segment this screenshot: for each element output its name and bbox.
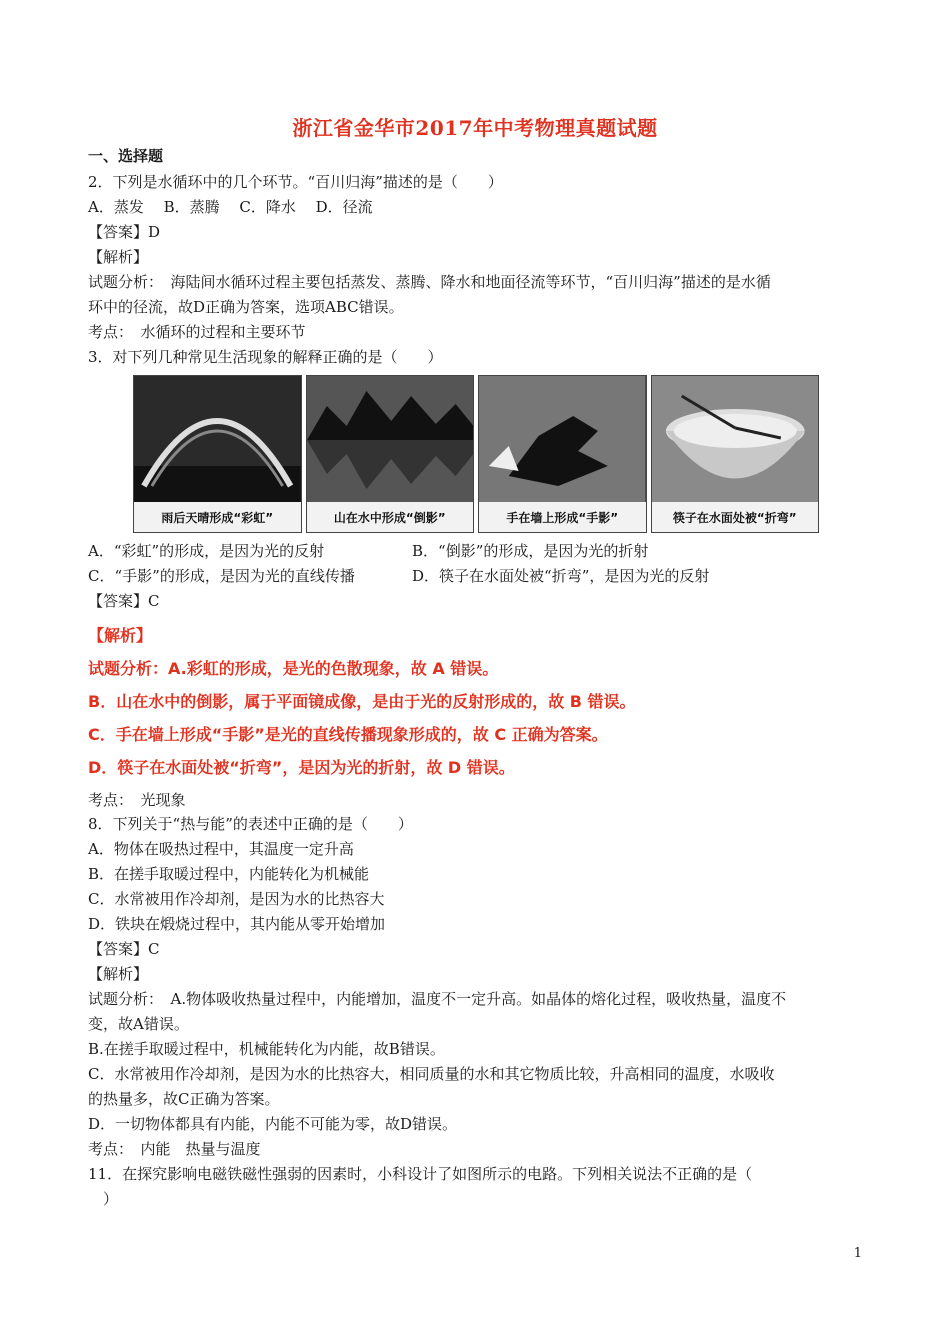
- section-heading: 一、选择题: [88, 147, 164, 165]
- q3-option-d: D．筷子在水面处被“折弯”，是因为光的反射: [412, 567, 710, 585]
- q3-analysis-2: B．山在水中的倒影，属于平面镜成像，是由于光的反射形成的，故 B 错误。: [88, 692, 636, 711]
- q2-analysis-2: 环中的径流，故D正确为答案，选项ABC错误。: [88, 298, 404, 316]
- chopstick-photo: [651, 375, 820, 533]
- q8-stem: 8．下列关于“热与能”的表述中正确的是（ ）: [88, 815, 413, 833]
- q8-analysis-5: 的热量多，故C正确为答案。: [88, 1090, 280, 1108]
- caption-reflection: 山在水中形成“倒影”: [307, 502, 474, 532]
- caption-rainbow: 雨后天晴形成“彩虹”: [134, 502, 301, 532]
- caption-hand-shadow: 手在墙上形成“手影”: [479, 502, 646, 532]
- q3-option-c: C．“手影”的形成，是因为光的直线传播: [88, 567, 355, 585]
- rainbow-photo: [133, 375, 302, 533]
- q3-analysis-3: C．手在墙上形成“手影”是光的直线传播现象形成的，故 C 正确为答案。: [88, 725, 608, 744]
- q8-analysis-3: B.在搓手取暖过程中，机械能转化为内能，故B错误。: [88, 1040, 445, 1058]
- q2-options: A．蒸发 B．蒸腾 C．降水 D．径流: [88, 198, 373, 216]
- q8-option-a: A．物体在吸热过程中，其温度一定升高: [88, 840, 354, 858]
- q11-stem-1: 11．在探究影响电磁铁磁性强弱的因素时，小科设计了如图所示的电路。下列相关说法不正确的是（: [88, 1165, 753, 1183]
- page-number: 1: [853, 1246, 862, 1261]
- caption-chopstick: 筷子在水面处被“折弯”: [652, 502, 819, 532]
- q3-analysis-label: 【解析】: [88, 626, 153, 645]
- q8-analysis-label: 【解析】: [88, 965, 149, 983]
- q8-option-b: B．在搓手取暖过程中，内能转化为机械能: [88, 865, 370, 883]
- reflection-photo: [306, 375, 475, 533]
- q3-analysis-4: D．筷子在水面处被“折弯”，是因为光的折射，故 D 错误。: [88, 758, 515, 777]
- q8-option-d: D．铁块在煅烧过程中，其内能从零开始增加: [88, 915, 386, 933]
- q2-analysis-label: 【解析】: [88, 248, 149, 266]
- q3-option-b: B．“倒影”的形成，是因为光的折射: [412, 542, 649, 560]
- q3-answer: 【答案】C: [88, 592, 160, 610]
- q8-answer: 【答案】C: [88, 940, 160, 958]
- q3-image-strip: [133, 375, 819, 533]
- hand-shadow-photo: [478, 375, 647, 533]
- q3-kaodian: 考点： 光现象: [88, 791, 186, 809]
- q8-analysis-6: D．一切物体都具有内能，内能不可能为零，故D错误。: [88, 1115, 458, 1133]
- q2-answer: 【答案】D: [88, 223, 161, 241]
- page-title: 浙江省金华市2017年中考物理真题试题: [292, 116, 658, 140]
- q2-analysis-1: 试题分析： 海陆间水循环过程主要包括蒸发、蒸腾、降水和地面径流等环节，“百川归海”描述的是水循: [88, 273, 771, 291]
- q3-analysis-1: 试题分析：A.彩虹的形成，是光的色散现象，故 A 错误。: [88, 659, 499, 678]
- q8-analysis-1: 试题分析： A.物体吸收热量过程中，内能增加，温度不一定升高。如晶体的熔化过程，吸收热量，温度不: [88, 990, 787, 1008]
- q2-kaodian: 考点： 水循环的过程和主要环节: [88, 323, 306, 341]
- q8-analysis-4: C．水常被用作冷却剂，是因为水的比热容大，相同质量的水和其它物质比较，升高相同的温度，水吸收: [88, 1065, 775, 1083]
- q3-option-a: A．“彩虹”的形成，是因为光的反射: [88, 542, 325, 560]
- q8-option-c: C．水常被用作冷却剂，是因为水的比热容大: [88, 890, 385, 908]
- q3-stem: 3．对下列几种常见生活现象的解释正确的是（ ）: [88, 348, 443, 366]
- q2-stem: 2．下列是水循环中的几个环节。“百川归海”描述的是（ ）: [88, 173, 503, 191]
- q11-stem-2: ）: [88, 1190, 119, 1208]
- q8-analysis-2: 变，故A错误。: [88, 1015, 189, 1033]
- q8-kaodian: 考点： 内能 热量与温度: [88, 1140, 261, 1158]
